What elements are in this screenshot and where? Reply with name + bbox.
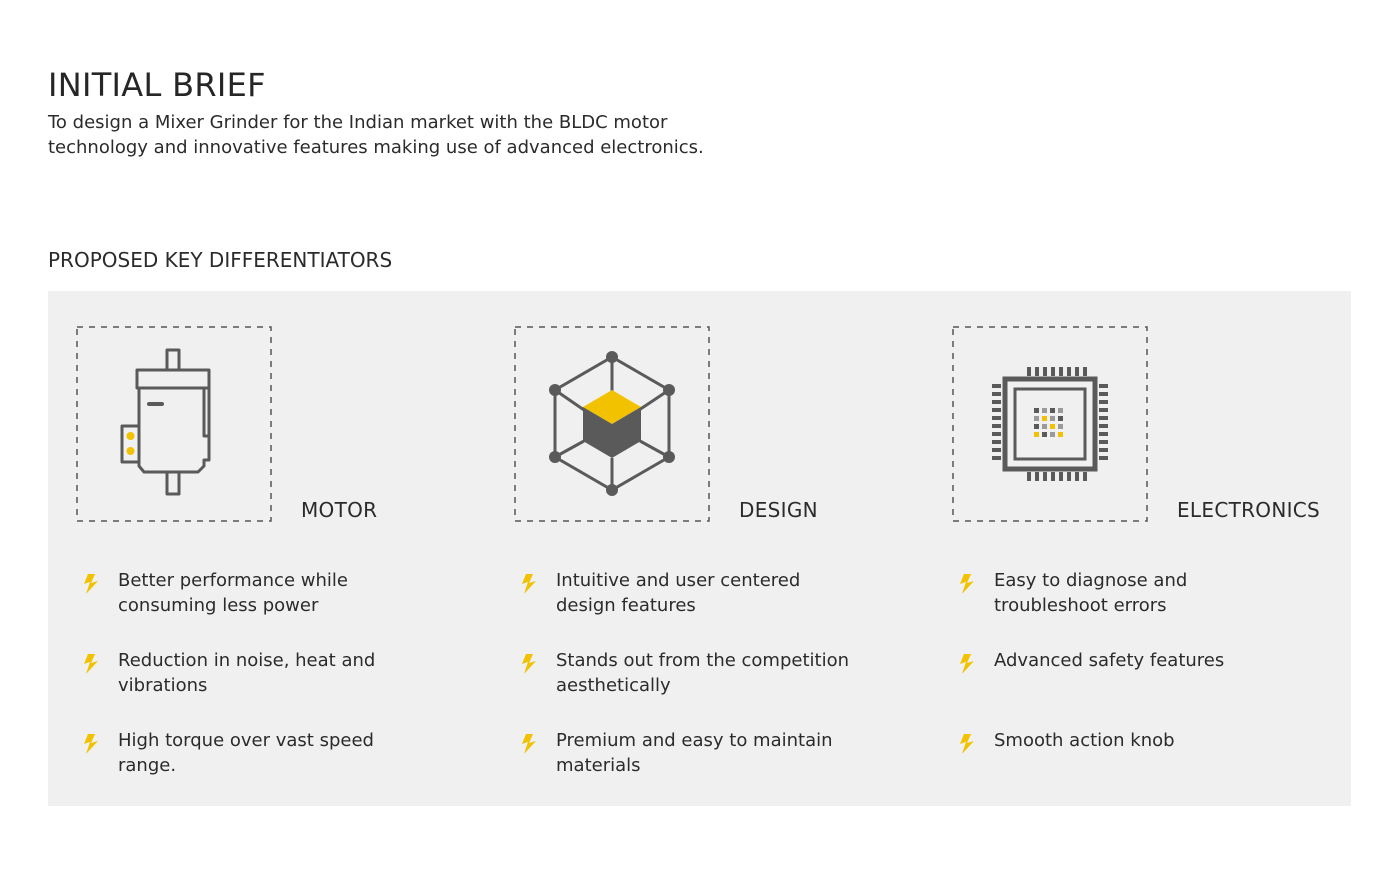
column-label-electronics: ELECTRONICS [1177,498,1321,522]
feature-text: Stands out from the competition aesthetically [556,650,850,696]
cube-icon-frame [514,326,710,522]
feature-text: High torque over vast speed range. [118,730,374,776]
bolt-icon [957,573,977,595]
brief-description: To design a Mixer Grinder for the Indian market with the BLDC motor technology and innovative features making use of advanced electronics. [48,112,704,158]
column-label-motor: MOTOR [301,498,378,522]
bolt-icon [519,653,539,675]
bolt-icon [957,733,977,755]
bolt-icon [81,573,101,595]
feature-text: Smooth action knob [994,730,1175,751]
column-electronics [924,291,1351,806]
bolt-icon [81,653,101,675]
section-title: PROPOSED KEY DIFFERENTIATORS [48,248,393,272]
column-label-design: DESIGN [739,498,818,522]
feature-text: Intuitive and user centered design features [556,570,801,616]
feature-text: Easy to diagnose and troubleshoot errors [994,570,1188,616]
column-motor [48,291,478,806]
feature-text: Premium and easy to maintain materials [556,730,833,776]
page-title: INITIAL BRIEF [48,66,266,104]
bolt-icon [957,653,977,675]
column-design [486,291,916,806]
chip-icon [952,326,1148,522]
chip-icon-frame [952,326,1148,522]
bolt-icon [519,573,539,595]
motor-icon [76,326,272,522]
motor-icon-frame [76,326,272,522]
differentiators-panel [48,291,1351,806]
bolt-icon [81,733,101,755]
cube-icon [514,326,710,522]
bolt-icon [519,733,539,755]
feature-text: Advanced safety features [994,650,1225,671]
feature-text: Better performance while consuming less power [118,570,348,616]
feature-text: Reduction in noise, heat and vibrations [118,650,376,696]
